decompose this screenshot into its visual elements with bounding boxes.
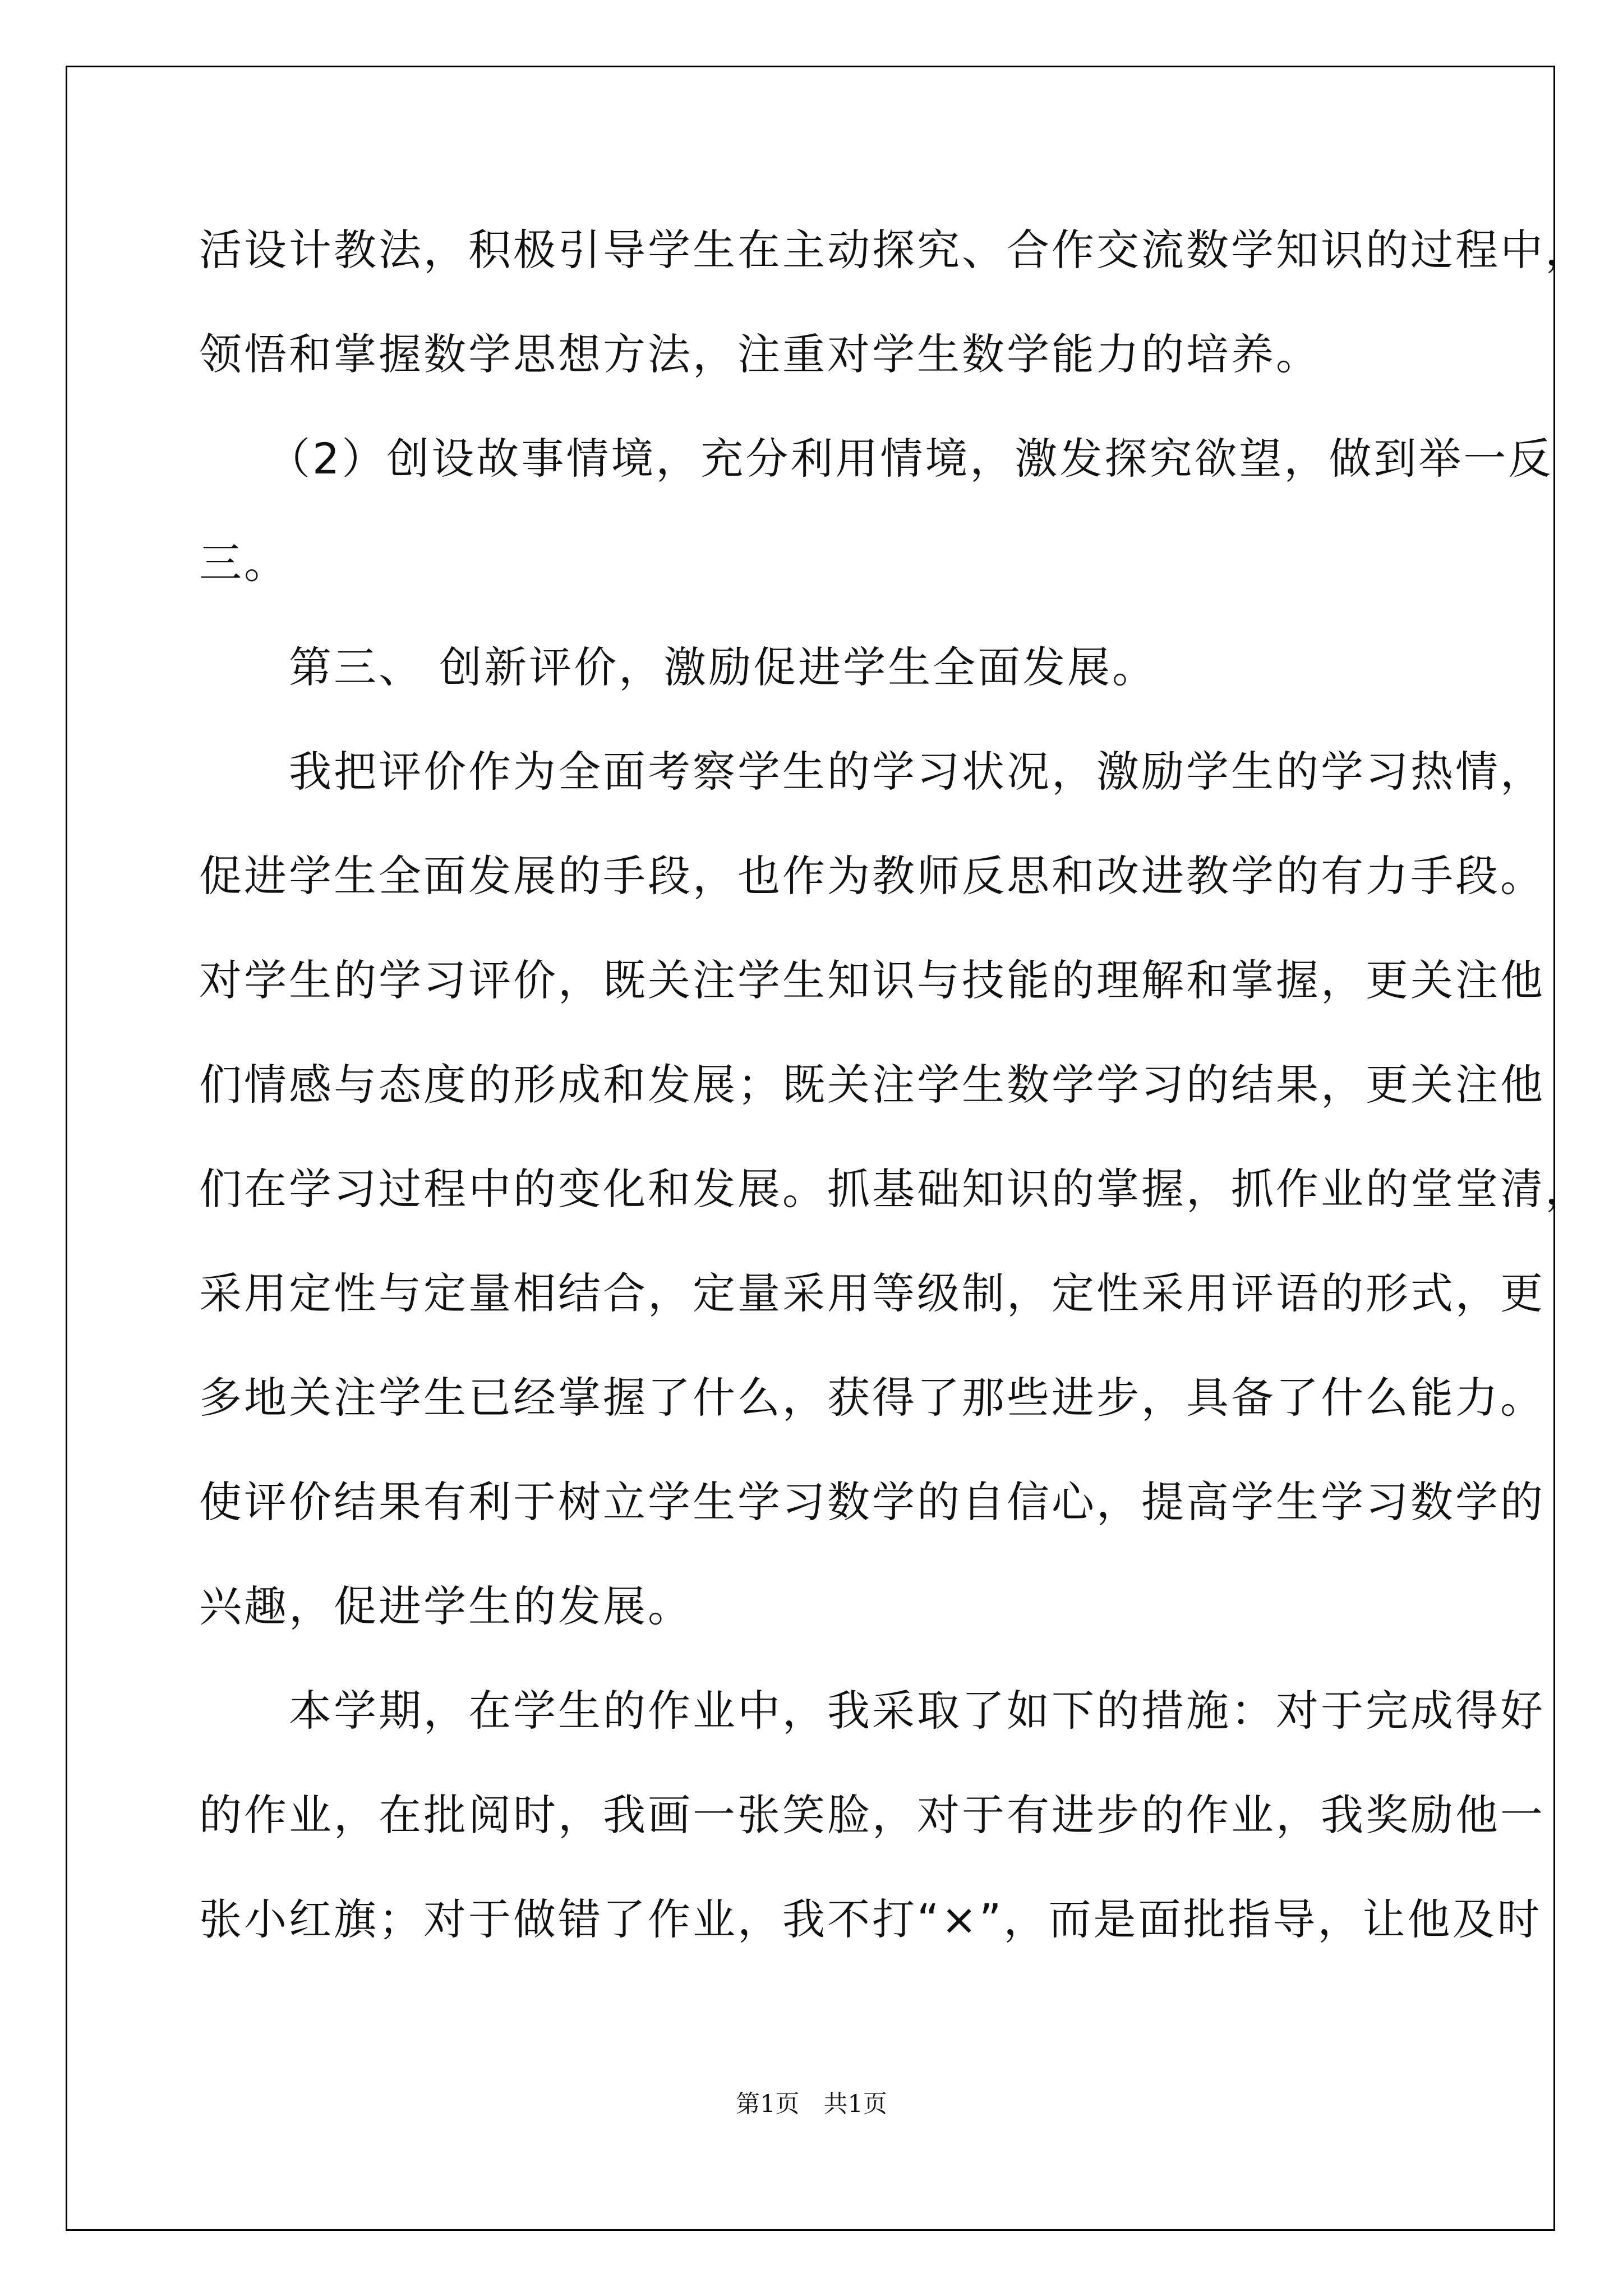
page-number-footer: 第1页 共1页 (736, 2090, 887, 2118)
body-line: 们在学习过程中的变化和发展。抓基础知识的掌握，抓作业的堂堂清， (199, 1164, 1590, 1214)
body-line: 多地关注学生已经掌握了什么，获得了那些进步，具备了什么能力。 (199, 1373, 1545, 1423)
document-body (199, 222, 1590, 1995)
body-line: 本学期，在学生的作业中，我采取了如下的措施：对于完成得好 (199, 1686, 1545, 1736)
body-line: 我把评价作为全面考察学生的学习状况，激励学生的学习热情， (199, 747, 1545, 797)
body-line: 对学生的学习评价，既关注学生知识与技能的理解和掌握，更关注他 (199, 955, 1545, 1005)
body-line: 采用定性与定量相结合，定量采用等级制，定性采用评语的形式，更 (199, 1268, 1545, 1318)
body-line: 张小红旗；对于做错了作业，我不打“×”，而是面批指导，让他及时 (199, 1894, 1542, 1944)
body-line: 活设计教法，积极引导学生在主动探究、合作交流数学知识的过程中， (199, 225, 1590, 275)
body-line: 兴趣，促进学生的发展。 (199, 1581, 693, 1631)
body-line: 领悟和掌握数学思想方法，注重对学生数学能力的培养。 (199, 329, 1321, 379)
body-line: 的作业，在批阅时，我画一张笑脸，对于有进步的作业，我奖励他一 (199, 1790, 1545, 1840)
body-line: 第三、 创新评价，激励促进学生全面发展。 (199, 642, 1158, 692)
body-line: 们情感与态度的形成和发展；既关注学生数学学习的结果，更关注他 (199, 1060, 1545, 1110)
body-line: （2）创设故事情境，充分利用情境，激发探究欲望，做到举一反 (199, 434, 1553, 484)
body-line: 三。 (199, 538, 289, 588)
body-line: 使评价结果有利于树立学生学习数学的自信心，提高学生学习数学的 (199, 1477, 1545, 1527)
body-line: 促进学生全面发展的手段，也作为教师反思和改进教学的有力手段。 (199, 851, 1545, 901)
